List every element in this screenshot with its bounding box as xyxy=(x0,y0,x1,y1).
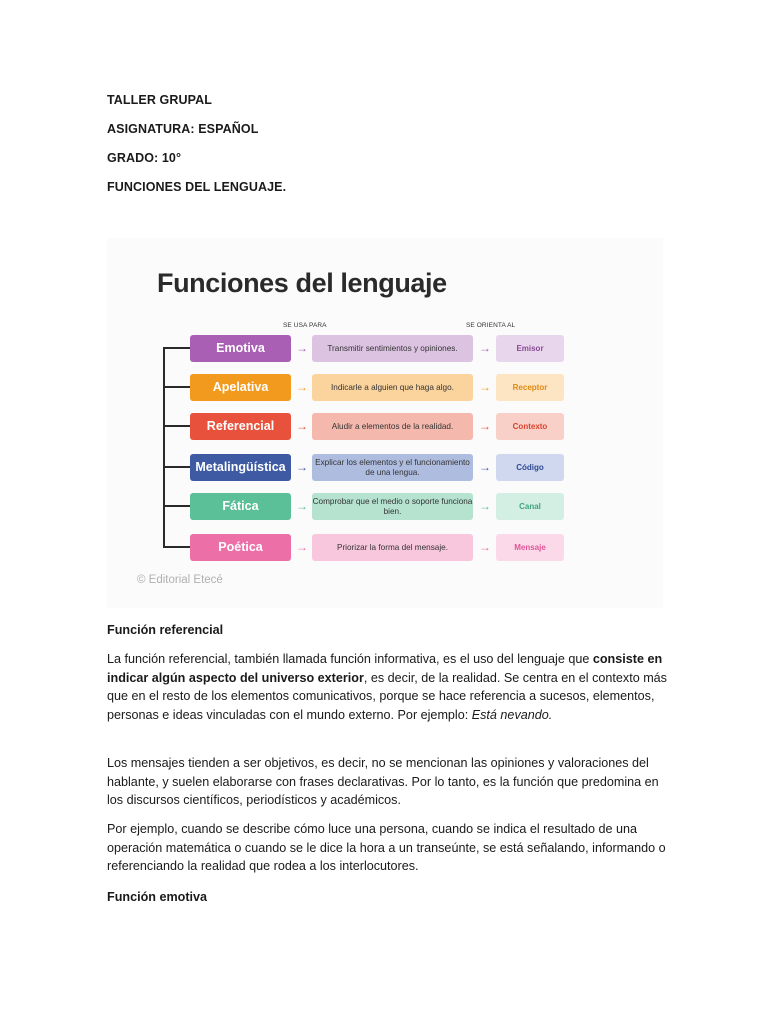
header-line-taller: TALLER GRUPAL xyxy=(107,93,212,107)
function-label-poética: Poética xyxy=(190,534,291,561)
function-label-metalingüística: Metalingüística xyxy=(190,454,291,481)
section-title-emotiva: Función emotiva xyxy=(107,890,208,904)
arrow-icon: → xyxy=(296,380,308,394)
arrow-icon: → xyxy=(479,499,491,513)
tree-branch xyxy=(163,505,190,507)
header-line-asignatura: ASIGNATURA: ESPAÑOL xyxy=(107,122,259,136)
header-line-tema: FUNCIONES DEL LENGUAJE. xyxy=(107,180,287,194)
paragraph-referencial-examples: Por ejemplo, cuando se describe cómo luce una persona, cuando se indica el resultado de una operación matemática o cuando se le dice la hora a un transeúnte, se está señalando, informando o referenciando la realidad que rodea a los interlocutores. xyxy=(107,822,666,874)
functions-diagram xyxy=(107,238,663,608)
arrow-icon: → xyxy=(296,419,308,433)
tree-branch xyxy=(163,347,190,349)
tree-branch xyxy=(163,386,190,388)
arrow-icon: → xyxy=(479,540,491,554)
function-target: Mensaje xyxy=(496,534,564,561)
function-target: Contexto xyxy=(496,413,564,440)
function-description: Transmitir sentimientos y opiniones. xyxy=(312,335,473,362)
example-text: Está nevando. xyxy=(471,707,553,722)
function-target: Emisor xyxy=(496,335,564,362)
tree-branch xyxy=(163,546,190,548)
paragraph-referencial-objective: Los mensajes tienden a ser objetivos, es decir, no se mencionan las opiniones y valoraciones del hablante, y suelen elaborarse con frases declarativas. Por lo tanto, es la función que predomina en los discursos científicos, periodísticos y académicos. xyxy=(107,756,659,808)
function-target: Canal xyxy=(496,493,564,520)
section-title-referencial: Función referencial xyxy=(107,623,224,637)
function-target: Código xyxy=(496,454,564,481)
function-description: Indicarle a alguien que haga algo. xyxy=(312,374,473,401)
text-span: La función referencial, también llamada función informativa, es el uso del lenguaje que xyxy=(107,652,593,666)
function-description: Comprobar que el medio o soporte funciona bien. xyxy=(312,493,473,520)
arrow-icon: → xyxy=(479,460,491,474)
arrow-icon: → xyxy=(479,380,491,394)
column-label-use: SE USA PARA xyxy=(283,322,327,329)
function-description: Aludir a elementos de la realidad. xyxy=(312,413,473,440)
function-target: Receptor xyxy=(496,374,564,401)
function-label-emotiva: Emotiva xyxy=(190,335,291,362)
function-description: Priorizar la forma del mensaje. xyxy=(312,534,473,561)
arrow-icon: → xyxy=(296,540,308,554)
function-description: Explicar los elementos y el funcionamiento de una lengua. xyxy=(312,454,473,481)
arrow-icon: → xyxy=(479,341,491,355)
function-label-referencial: Referencial xyxy=(190,413,291,440)
diagram-title: Funciones del lenguaje xyxy=(157,268,447,298)
paragraph-referencial-definition xyxy=(107,650,667,724)
header-line-grado: GRADO: 10° xyxy=(107,151,182,165)
bold-text: consiste en indicar algún aspecto del universo exterior xyxy=(107,652,663,685)
tree-connector xyxy=(163,347,165,548)
tree-branch xyxy=(163,466,190,468)
arrow-icon: → xyxy=(296,341,308,355)
text-span: , es decir, de la realidad. Se centra en el contexto más que en el resto de los elementos comunicativos, porque se hace referencia a sucesos, elementos, personas e ideas vinculadas con el mundo externo. Por ejemplo: xyxy=(107,670,667,722)
arrow-icon: → xyxy=(296,460,308,474)
arrow-icon: → xyxy=(296,499,308,513)
column-label-orient: SE ORIENTA AL xyxy=(466,322,516,329)
tree-branch xyxy=(163,425,190,427)
arrow-icon: → xyxy=(479,419,491,433)
function-label-apelativa: Apelativa xyxy=(190,374,291,401)
function-label-fática: Fática xyxy=(190,493,291,520)
image-credit: © Editorial Etecé xyxy=(137,574,223,586)
